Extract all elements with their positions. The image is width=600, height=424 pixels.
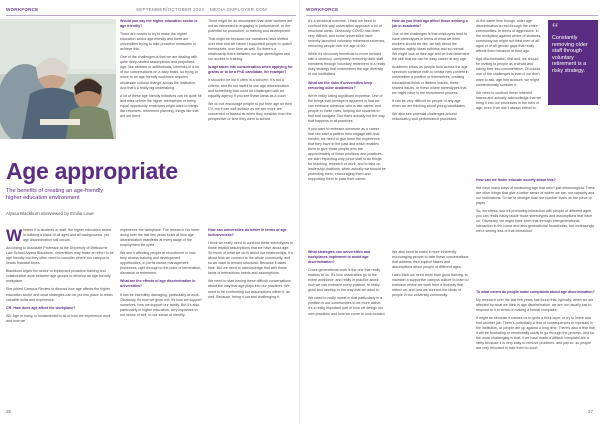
article-standfirst: The benefits of creating an age-friendly higher education environment xyxy=(6,188,104,202)
paragraph: experience the workplace. The research I've been doing over the last few years looks at how age discrimination manifests at every stage of the employment life cycle. xyxy=(120,228,200,248)
paragraph: Blackburn urges the sector to implement proactive training and collaborative work between age groups to develop an age friendly workplace. xyxy=(6,269,111,284)
paragraph: While it's obviously beneficial to move forward with a decency, completely removing older staff members through voluntary retirement is a really risky strategy that undermines the age diversity of our institutions. xyxy=(308,52,386,77)
hero-photo xyxy=(0,19,116,139)
paragraph: We need to confront these inherent biases and actually acknowledge that we bring it into our processes in the form of age, even if we don't always intend to. xyxy=(476,90,542,110)
question-heading: How can we foster educate society about this? xyxy=(476,178,556,182)
pull-quote xyxy=(548,20,598,105)
paragraph: We're really losing significant expertise. One of the things that perhaps is apparent is that we can embrace someone who is late career and people in these roles, helping our students to find and navigate. But that's actually not the way that happens in all practices. xyxy=(308,93,385,123)
article-byline: Alyssa Blackburn interviewed by Emilia Lowe xyxy=(6,211,94,216)
column-5 xyxy=(208,19,294,125)
pull-quote-text: Constantly removing older staff through voluntary retirement is a risky strategy. xyxy=(552,35,588,74)
column-8b xyxy=(476,290,596,355)
paragraph: It can be incredibly damaging, particularly at work. Obviously it's how we grow old. It's how we support ourselves, how we support our family. But it's also, particularly in higher education, very important to our sense of self, to our sense of identity. xyxy=(120,292,202,317)
paragraph: It's a structural exercise, I think we need to confront this way universities approach a lot of structural areas. Obviously, COVID has been very difficult, and some universities have recently launched voluntary retirement schemes, removing people over the age of 60. xyxy=(308,19,386,49)
paragraph: We also need to make it more inherently encouraging people to take these conversations that address their implicit biases and assumptions about people of different ages. xyxy=(392,250,469,270)
paragraph: We have many ways of measuring age that aren't just chronological. There are other things that give a better sense of where we are, our capacity and our motivations. So we're stronger than the number that's on the piece of paper. xyxy=(476,186,595,206)
article-title: Age appropriate xyxy=(6,158,178,184)
running-head-rule xyxy=(306,15,598,16)
drop-cap: W xyxy=(6,226,23,245)
question-heading: To what extent do people make complaints about age discrimination? xyxy=(476,290,595,294)
column-1 xyxy=(6,228,114,327)
paragraph: It shouldn't be but it often is a concern. It's not a criteria, and it's not lawful to use age discrimination and something that could be challenged with an equality agency if you see these ideas as a court. xyxy=(208,78,289,98)
question-heading: Would you say the higher education sector is age friendly? xyxy=(120,19,198,29)
paragraph: That might be because our narratives have shifted over time and we haven't supported people to upskill themselves, over time as well. So there's a relationship there between our age stereotypes and our access to training. xyxy=(208,37,292,62)
paragraph: I think we really need to confront these stereotypes in those implicit assumptions that we have about age. So much of what we do is about our relationships. It's about how we connect to the whole community, and so we want to remain structural. Because it takes time. But we need to acknowledge that with those kinds of interactions needs and assumptions. xyxy=(208,241,293,276)
paragraph: Cross-generational work is the one that really matters to us. It's how universities go to the entire workforce, and really in practice about how we can embrace every position, to really grow and develop in the way that we want to. xyxy=(308,268,381,293)
running-head-rule xyxy=(6,15,296,16)
running-head-right xyxy=(306,7,338,15)
paragraph: AB: Age in many, is fundamental to all of how we experience work and how we xyxy=(6,313,111,323)
question-heading: How can universities do better in terms of age inclusiveness? xyxy=(208,228,287,238)
column-3 xyxy=(120,19,202,122)
running-head-left xyxy=(6,7,38,15)
question-heading: Is age taken into consideration when applying for grants or to be a PhD candidate, for example? xyxy=(208,65,293,75)
question-heading: CR: How does age affect the workplace? xyxy=(6,305,76,310)
page-number-right: 27 xyxy=(588,409,594,414)
paragraph: I also think we need more than good training, to maintain a supportive campus culture to learn to embrace where we work from a diversity that reflect us, and how we connect the ideas of people in our university community. xyxy=(392,273,469,298)
paragraph: If you want to embrace someone as a career that can start a pattern then engage with that mentor, we need to give them the experience that they have in the past and which enables them to give those people who are approximately of these positions and practices, we start expecting only junior staff to do things for teaching, research or work, and to take on leadership positions, when actually we should be protecting them, encouraging them and supporting them to pass their career. xyxy=(308,126,386,182)
paragraph: We do not encourage people to put their age on their CV, but it can well surface as we see more are concerned or biased as when they consider from the perspective or time they went to school. xyxy=(208,101,293,121)
column-7 xyxy=(308,19,386,185)
column-8 xyxy=(476,178,596,237)
question-heading: What are the risks if universities keep removing older academics? xyxy=(308,80,373,90)
paragraph: A lot of these age friendly initiatives can be quite hit and miss unless the higher themselves or being equal opportunity employers might want to things like returners, retirement planning, things like that are out there. xyxy=(120,93,202,118)
running-head-date: SEPTEMBER/OCTOBER 2024 xyxy=(136,7,205,12)
paragraph: There are moves to try to make the higher education sector age friendly and there are universities trying to take proactive measures to achieve this. xyxy=(120,32,196,52)
paragraph: Age discrimination, first and, we should be inviting to people as a whole and taking their into consideration. Of course, one of the challenges is even if we don't want to ask, age into account, we might unintentionally consider it. xyxy=(476,57,542,87)
question-heading: What strategies can universities and workplaces implement to avoid age discrimination? xyxy=(308,250,371,265)
column-6 xyxy=(208,228,294,303)
paragraph: According to Associate Professor at the University of Melbourne Law School Alyssa Blackburn, universities may make an effort to be age friendly but they often need to consider where our campus is heads financial times. xyxy=(6,246,114,266)
column-2 xyxy=(120,228,202,321)
section-label: WORKFORCE xyxy=(6,7,39,12)
paragraph: One of the challenges is that we are dealing with quite deep-seated assumptions and prejudices. Age, like ableism or antitheticals, interlinks in a lot of our conversations on a daily basis, so trying to move to an age friendly workforce requires wholesale cultural change across the institution. And that's a really big undertaking. xyxy=(120,55,200,90)
paragraph: It can be very difficult for people of any age when we are thinking about young candidates. xyxy=(392,98,466,108)
paragraph: We also see potential challenges around redundancy and performance processes. xyxy=(392,111,458,121)
question-heading: What are the effects of age discrimination in universities? xyxy=(120,279,196,289)
paragraph: At the same time though, older age discrimination is real through the entire communities. In terms of aggression, in the workplace against where of students, commonly we might not think men of all ages or of all gender gaps that really affects them because of their age. xyxy=(476,19,542,54)
paragraph: We see it affecting people at recruitment in how they access training and development opportunities, in performance management processes, right through to the point of termination, dismissal or retirement. xyxy=(120,251,202,276)
column-7b xyxy=(308,250,386,320)
quote-mark-icon: “ xyxy=(552,21,559,36)
paragraph: We need to really invest in that particularly in a position in our communities to be more active. It's a really important part of how we design our own practices and how we come to look forward. xyxy=(308,296,386,316)
paragraph: We need to start having these difficult conversations about the way that age plays into our practices. We need to be confronting our assumptions within it, as well. Because, being it out and challenging it. xyxy=(208,279,291,299)
intro-paragraph: Whether it is students or staff, the higher education sector is building a place of all ages and all backgrounds, yet age discrimination still occurs. xyxy=(6,226,112,245)
running-head-site: MEDIA.EMPLOYER.COM xyxy=(210,7,267,12)
paragraph: Academic ethics as people from across the age spectrum continue both to create new content in universities a positive or themselves, creating educational fields or lifetime leaves, these shared issues, or these where stereotypes that we might have in the recruitment process. xyxy=(392,65,469,95)
column-7c xyxy=(392,250,470,301)
paragraph: She joined Campus Review to discuss how age affects the higher education sector and what strategies can be put into place to retain valuable skills and experience. xyxy=(6,287,113,302)
section-label: WORKFORCE xyxy=(306,7,339,12)
paragraph: One of the challenges is that employers tend to have stereotypes in terms of what we think workers should be like, we talk about the stamina, agility, ideas ruthless and so normal. We might look at their age and let that determine the skill that we can be easy career at any age. xyxy=(392,32,470,62)
paragraph: So, we stress how it's promoting interaction with people of different ages; you can really easily tackle those stereotypes and assumptions that have on. Obviously, we might have seen that through intergenerational interaction in the home and also generational households, but increasingly we're seeing less of that interaction. xyxy=(476,209,595,234)
page-number-left: 26 xyxy=(6,409,12,414)
paragraph: There might be an assumption that older workers are not as interested in engaging in performance, or the potential for promotion, or training and development. xyxy=(208,19,293,34)
hero-image xyxy=(0,19,116,139)
column-4 xyxy=(392,19,470,125)
question-heading: How do you think age affect those seeking a job in academia? xyxy=(392,19,468,29)
paragraph: It might be because it causes us to grow a thick layer, or try to leave and find another job. There's potentially a fear of consequences or reprisals in the institution, or people are up against a long time. There's also a fear that it will be frustrating or emotionally costly to go through the process. And for the more challenging is that, if we have made a difficult complaint are a rarity because it is very easy to remove problems, and just so, so people are very reluctant to take them to court. xyxy=(476,316,596,351)
column-8a xyxy=(476,19,542,114)
paragraph: My research over the last few years has found that, typically, when we are affected by what we think is age discrimination, we are not usually just to respond to it in terms of making a formal complaint. xyxy=(476,298,594,313)
